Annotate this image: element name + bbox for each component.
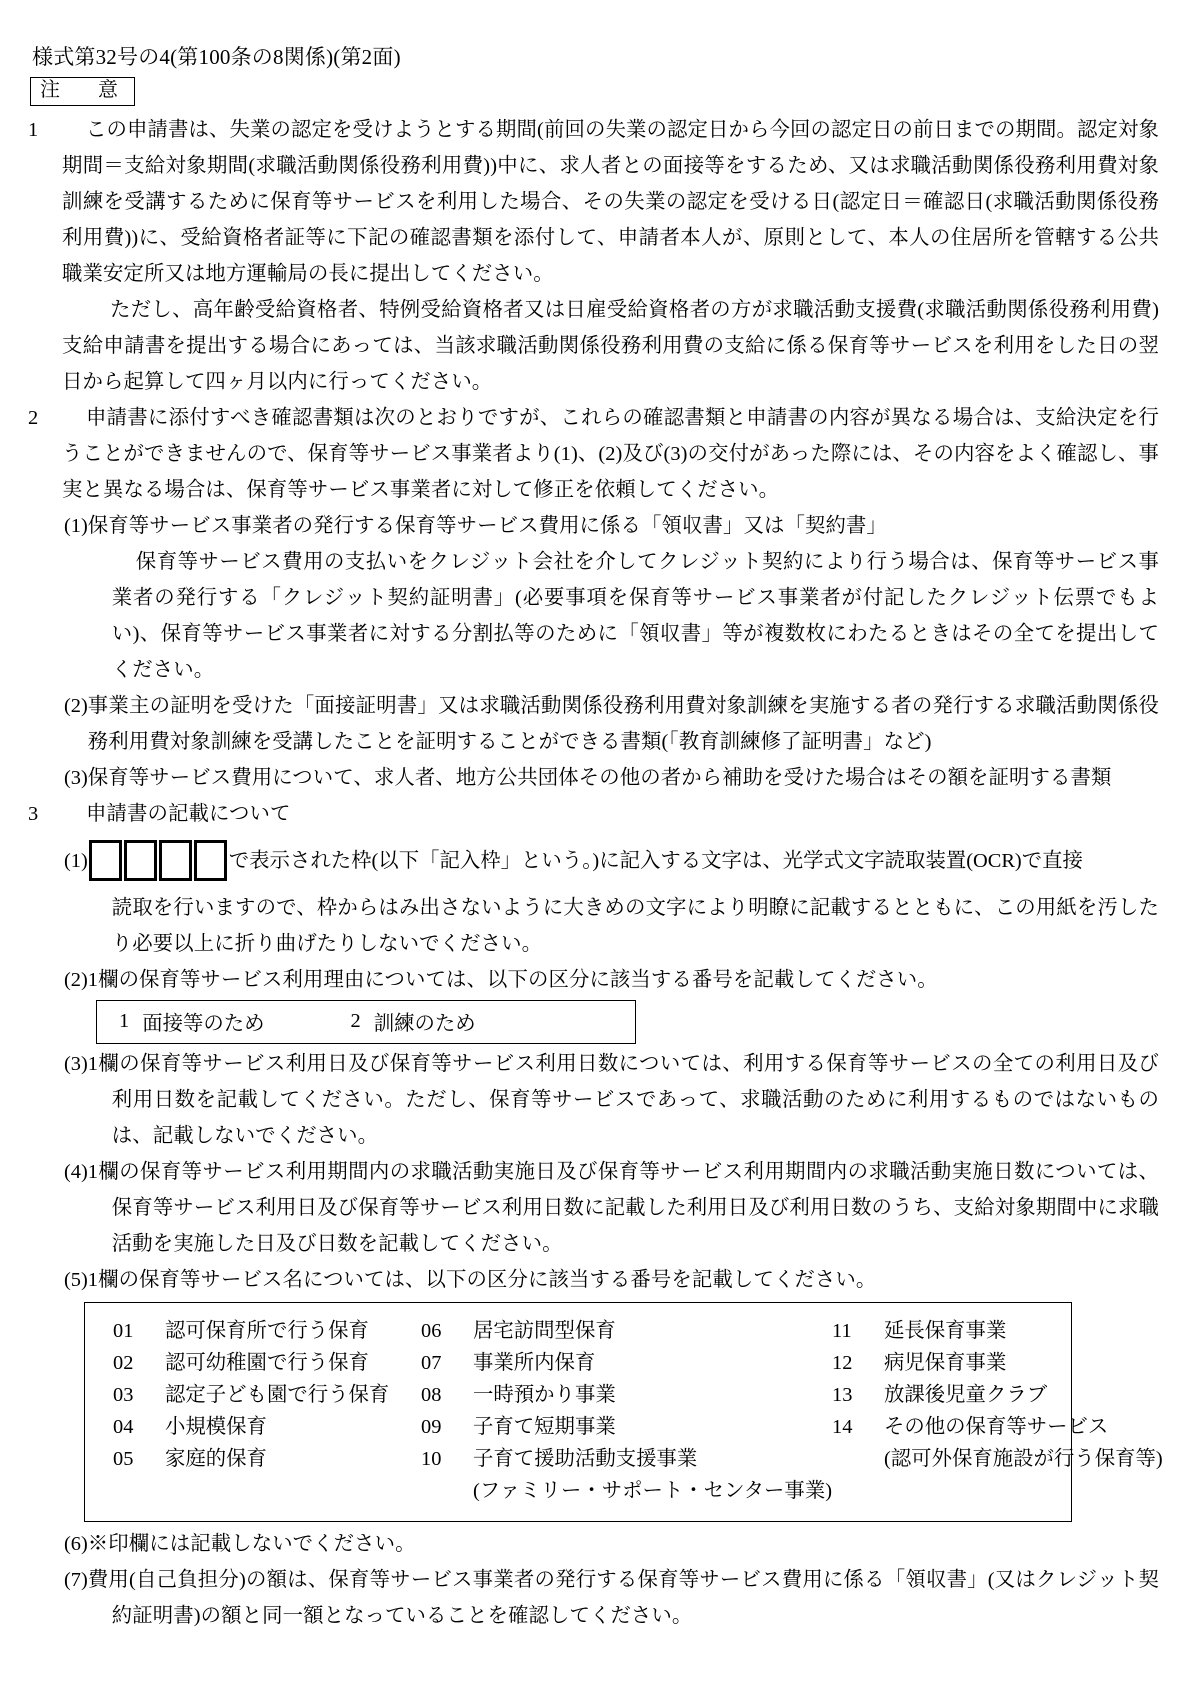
note-item-3-sub-7-body: [88, 1562, 1159, 1634]
service-code-row: [421, 1379, 832, 1411]
note-item-2-sub-2-marker: (2): [64, 694, 88, 717]
note-item-2-sub-3-body: [88, 760, 1159, 796]
note-item-1-paragraph-1: この申請書は、失業の認定を受けようとする期間(前回の失業の認定日から今回の認定日の前日までの期間。認定対象期間＝支給対象期間(求職活動関係役務利用費))中に、求人者との面接等をするため、又は求職活動関係役務利用費対象訓練を受講するために保育等サービスを利用した場合、その失業の認定を受ける日(認定日＝確認日(求職活動関係役務利用費))に、受給資格者証等に下記の確認書類を添付して、申請者本人が、原則として、本人の住居所を管轄する公共職業安定所又は地方運輸局の長に提出してください。: [62, 118, 1159, 285]
service-code: 09: [421, 1415, 442, 1438]
note-item-3-sub-6-body: [88, 1526, 1159, 1562]
note-item-2-sub-3-text: 保育等サービス費用について、求人者、地方公共団体その他の者から補助を受けた場合はその額を証明する書類: [87, 766, 1112, 789]
service-label-note: (ファミリー・サポート・センター事業): [473, 1479, 832, 1502]
ocr-entry-box: [124, 840, 157, 881]
note-item-1-marker: 1: [28, 118, 39, 141]
service-code-row: [421, 1411, 832, 1443]
ocr-entry-box: [194, 840, 227, 881]
note-item-2-sub-2: [28, 688, 1159, 760]
note-item-3-marker: 3: [28, 802, 39, 825]
note-item-1-body: [62, 112, 1159, 400]
note-item-2-marker: 2: [28, 406, 39, 429]
service-code-row: [113, 1379, 421, 1411]
service-label: 子育て短期事業: [473, 1415, 616, 1438]
notice-heading-box: 注 意: [30, 77, 135, 106]
reason-code-2: 2: [350, 1010, 361, 1033]
note-item-2-sub-1-detail: 保育等サービス費用の支払いをクレジット会社を介してクレジット契約により行う場合は、保育等サービス事業者の発行する「クレジット契約証明書」(必要事項を保育等サービス事業者が付記したクレジット伝票でもよい)、保育等サービス事業者に対する分割払等のために「領収書」等が複数枚にわたるときはその全てを提出してください。: [111, 550, 1159, 681]
note-item-1-paragraph-2: ただし、高年齢受給資格者、特例受給資格者又は日雇受給資格者の方が求職活動支援費(求職活動関係役務利用費)支給申請書を提出する場合にあっては、当該求職活動関係役務利用費の支給に係る保育等サービスを利用をした日の翌日から起算して四ヶ月以内に行ってください。: [62, 298, 1159, 393]
note-item-2-sub-1: [28, 508, 1159, 688]
service-code: 04: [113, 1415, 134, 1438]
reason-code-1: 1: [119, 1010, 130, 1033]
service-label: 一時預かり事業: [473, 1383, 616, 1406]
service-code: 05: [113, 1447, 134, 1470]
ocr-entry-box-group: [89, 840, 229, 881]
service-code-row: [113, 1411, 421, 1443]
service-label: 事業所内保育: [473, 1351, 596, 1374]
service-label: 家庭的保育: [165, 1447, 267, 1470]
service-label: 子育て援助活動支援事業: [473, 1447, 698, 1470]
service-code: 02: [113, 1351, 134, 1374]
service-label: その他の保育等サービス: [884, 1415, 1109, 1438]
service-code-column-1: [85, 1315, 421, 1507]
note-item-3-sub-5-text: 1欄の保育等サービス名については、以下の区分に該当する番号を記載してください。: [87, 1268, 877, 1291]
service-code-row: [832, 1347, 1163, 1379]
note-item-3-sub-4-body: [88, 1154, 1159, 1262]
usage-reason-code-box: [96, 1000, 636, 1044]
reason-label-2: 訓練のため: [373, 1013, 476, 1036]
note-item-2-sub-1-body: [88, 508, 1159, 688]
service-label: 居宅訪問型保育: [473, 1319, 616, 1342]
note-item-3-sub-6-text: ※印欄には記載しないでください。: [87, 1532, 416, 1555]
note-item-3-sub-2-marker: (2): [64, 968, 88, 991]
service-code: 13: [832, 1383, 853, 1406]
service-code: 10: [421, 1447, 442, 1470]
service-code: 06: [421, 1319, 442, 1342]
note-item-3-heading: 申請書の記載について: [86, 802, 291, 825]
service-code-row: [421, 1315, 832, 1347]
note-item-3-body: [62, 796, 1159, 832]
service-label: 延長保育事業: [884, 1319, 1007, 1342]
note-item-3-sub-7-marker: (7): [64, 1568, 88, 1591]
ocr-entry-box: [159, 840, 192, 881]
service-code: 11: [832, 1319, 852, 1342]
note-item-3-sub-1-continuation-body: [88, 890, 1159, 962]
service-label: 小規模保育: [165, 1415, 267, 1438]
service-code-table: [84, 1302, 1163, 1522]
service-code-row: [113, 1347, 421, 1379]
service-code: 03: [113, 1383, 134, 1406]
service-code-row: [421, 1347, 832, 1379]
service-code: 08: [421, 1383, 442, 1406]
service-code-column-3: [832, 1315, 1163, 1507]
service-label-note: (認可外保育施設が行う保育等): [884, 1447, 1163, 1470]
note-item-3-sub-5: [28, 1262, 1159, 1298]
note-item-3-sub-7-text: 費用(自己負担分)の額は、保育等サービス事業者の発行する保育等サービス費用に係る「領収書」(又はクレジット契約証明書)の額と同一額となっていることを確認してください。: [87, 1568, 1159, 1627]
service-code-row: [113, 1315, 421, 1347]
service-label: 病児保育事業: [884, 1351, 1007, 1374]
note-item-3-sub-4-marker: (4): [64, 1160, 88, 1183]
note-item-3-sub-3-text: 1欄の保育等サービス利用日及び保育等サービス利用日数については、利用する保育等サービスの全ての利用日及び利用日数を記載してください。ただし、保育等サービスであって、求職活動のために利用するものではないものは、記載しないでください。: [87, 1052, 1159, 1147]
service-code-row: [113, 1443, 421, 1475]
note-item-2: [28, 400, 1159, 508]
service-code-row: [832, 1315, 1163, 1347]
service-label: 認定子ども園で行う保育: [165, 1383, 390, 1406]
note-item-3-sub-2: [28, 962, 1159, 998]
service-code: 01: [113, 1319, 134, 1342]
note-item-3-sub-2-text: 1欄の保育等サービス利用理由については、以下の区分に該当する番号を記載してください。: [87, 968, 938, 991]
note-item-2-sub-3: [28, 760, 1159, 796]
service-code-row: [832, 1379, 1163, 1411]
note-item-3-sub-1-marker: (1): [64, 849, 88, 872]
note-item-2-sub-3-marker: (3): [64, 766, 88, 789]
note-item-3-sub-4: [28, 1154, 1159, 1262]
note-item-3-sub-6: [28, 1526, 1159, 1562]
note-item-3-sub-6-marker: (6): [64, 1532, 88, 1555]
note-item-3-sub-1-tail: で表示された枠(以下「記入枠」という。)に記入する文字は、光学式文字読取装置(OCR)で直接: [228, 849, 1083, 872]
form-id-heading: 様式第32号の4(第100条の8関係)(第2面): [32, 45, 401, 69]
note-item-3: [28, 796, 1159, 832]
note-item-3-sub-1-continuation-text: 読取を行いますので、枠からはみ出さないように大きめの文字により明瞭に記載するとともに、この用紙を汚したり必要以上に折り曲げたりしないでください。: [111, 896, 1159, 955]
service-label: 認可保育所で行う保育: [165, 1319, 369, 1342]
note-item-3-sub-4-text: 1欄の保育等サービス利用期間内の求職活動実施日及び保育等サービス利用期間内の求職活動実施日数については、保育等サービス利用日及び保育等サービス利用日数に記載した利用日及び利用日数のうち、支給対象期間中に求職活動を実施した日及び日数を記載してください。: [87, 1160, 1159, 1255]
service-code-row: [421, 1443, 832, 1475]
note-item-2-paragraph-1: 申請書に添付すべき確認書類は次のとおりですが、これらの確認書類と申請書の内容が異なる場合は、支給決定を行うことができませんので、保育等サービス事業者より(1)、(2)及び(3)の交付があった際には、その内容をよく確認し、事実と異なる場合は、保育等サービス事業者に対して修正を依頼してください。: [62, 406, 1159, 501]
service-code: 07: [421, 1351, 442, 1374]
note-item-3-sub-7: [28, 1562, 1159, 1634]
note-item-3-sub-3: [28, 1046, 1159, 1154]
service-code-column-2: [421, 1315, 832, 1507]
note-item-2-sub-2-text: 事業主の証明を受けた「面接証明書」又は求職活動関係役務利用費対象訓練を実施する者の発行する求職活動関係役務利用費対象訓練を受講したことを証明することができる書類(「教育訓練修了証明書」など): [87, 694, 1159, 753]
note-item-3-sub-3-marker: (3): [64, 1052, 88, 1075]
note-item-3-sub-1-continuation: [28, 890, 1159, 962]
ocr-entry-box: [89, 840, 122, 881]
note-item-2-sub-2-body: [88, 688, 1159, 760]
note-item-2-sub-1-marker: (1): [64, 514, 88, 537]
note-item-3-sub-2-body: [88, 962, 1159, 998]
note-item-3-sub-5-marker: (5): [64, 1268, 88, 1291]
note-item-1: [28, 112, 1159, 400]
note-item-3-sub-3-body: [88, 1046, 1159, 1154]
service-label: 認可幼稚園で行う保育: [165, 1351, 369, 1374]
note-item-2-body: [62, 400, 1159, 508]
service-label: 放課後児童クラブ: [884, 1383, 1048, 1406]
reason-label-1: 面接等のため: [142, 1013, 265, 1036]
service-code: 14: [832, 1415, 853, 1438]
note-item-3-sub-1: [28, 832, 1159, 890]
note-item-2-sub-1-text: 保育等サービス事業者の発行する保育等サービス費用に係る「領収書」又は「契約書」: [87, 514, 887, 537]
note-item-3-sub-5-body: [88, 1262, 1159, 1298]
service-code-row: [832, 1411, 1163, 1443]
service-code: 12: [832, 1351, 853, 1374]
